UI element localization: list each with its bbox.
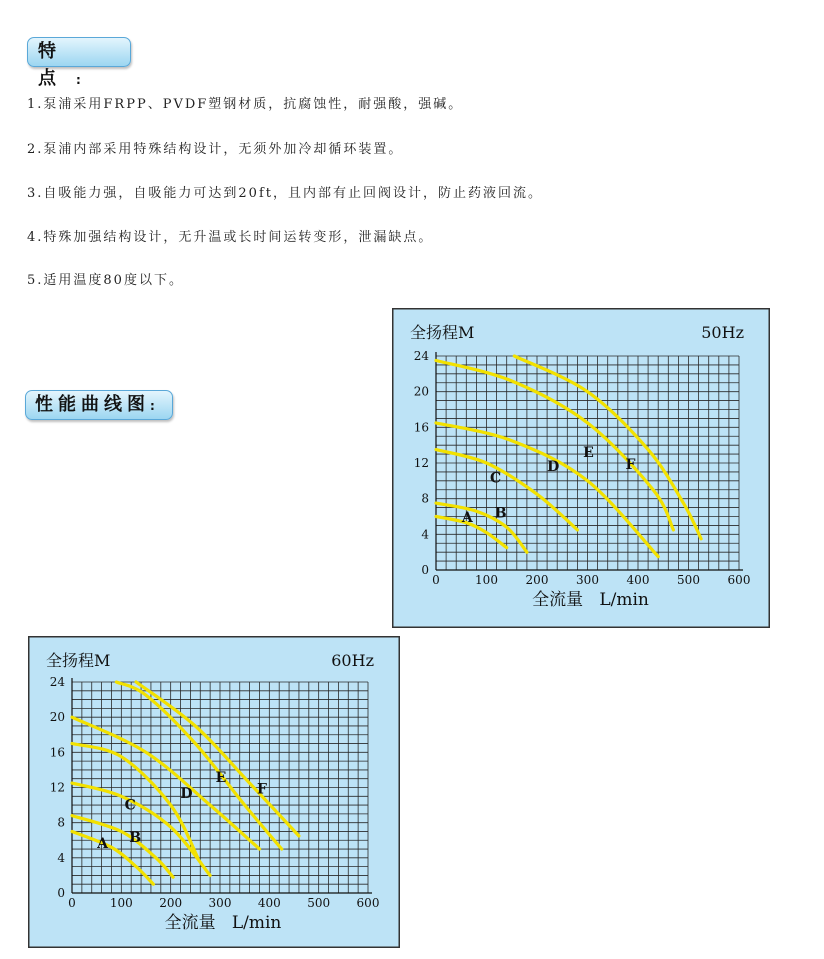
y-tick-label: 16 [49, 745, 65, 760]
x-axis-label: 全流量 L/min [532, 590, 649, 610]
y-axis-label: 全扬程M [46, 651, 111, 670]
x-axis-label: 全流量 L/min [164, 913, 282, 933]
x-tick-label: 200 [525, 573, 549, 587]
curve-label-d: D [547, 459, 560, 476]
x-tick-label: 600 [356, 896, 380, 910]
y-axis-label: 全扬程M [410, 323, 475, 342]
x-tick-label: 500 [677, 573, 700, 587]
feature-item-1: 1.泵浦采用FRPP、PVDF塑钢材质，抗腐蚀性，耐强酸，强碱。 [27, 97, 464, 112]
performance-chart-60hz [28, 636, 400, 948]
x-tick-label: 300 [208, 896, 232, 910]
curves-badge-label: 性能曲线图 [35, 394, 150, 415]
chart-svg [392, 308, 770, 628]
y-tick-label: 12 [413, 456, 429, 470]
x-tick-label: 500 [307, 896, 331, 910]
curves-badge [25, 390, 173, 420]
x-tick-label: 100 [109, 896, 133, 910]
feature-item-5: 5.适用温度80度以下。 [27, 273, 184, 288]
feature-item-3: 3.自吸能力强，自吸能力可达到20ft，且内部有止回阀设计，防止药液回流。 [27, 186, 543, 201]
y-tick-label: 24 [413, 349, 429, 363]
chart-svg [28, 636, 400, 948]
features-badge-label: 特 点 [38, 41, 76, 89]
curve-label-b: B [494, 505, 507, 522]
curve-label-e: E [215, 770, 227, 787]
y-tick-label: 24 [49, 675, 65, 689]
curve-label-f: F [625, 457, 636, 474]
badge-colon: : [150, 399, 155, 413]
curve-label-c: C [490, 470, 502, 487]
frequency-label: 60Hz [331, 651, 374, 670]
curve-label-d: D [180, 786, 193, 803]
x-tick-label: 200 [159, 896, 183, 910]
y-tick-label: 0 [421, 563, 429, 577]
y-tick-label: 8 [57, 815, 65, 830]
curve-label-b: B [129, 830, 142, 847]
feature-item-2: 2.泵浦内部采用特殊结构设计，无须外加冷却循环装置。 [27, 142, 404, 157]
badge-colon: : [76, 73, 81, 87]
y-tick-label: 4 [421, 527, 429, 542]
y-tick-label: 20 [413, 384, 429, 399]
y-tick-label: 20 [49, 710, 65, 725]
features-badge [27, 37, 131, 89]
y-tick-label: 8 [421, 491, 429, 506]
curve-label-f: F [256, 781, 267, 798]
x-tick-label: 600 [727, 573, 751, 587]
feature-item-4: 4.特殊加强结构设计，无升温或长时间运转变形，泄漏缺点。 [27, 230, 434, 245]
y-tick-label: 4 [57, 850, 65, 865]
y-tick-label: 12 [49, 780, 65, 795]
x-tick-label: 400 [626, 573, 650, 587]
y-tick-label: 0 [57, 886, 65, 900]
x-tick-label: 0 [432, 573, 440, 587]
frequency-label: 50Hz [701, 323, 744, 342]
curve-label-c: C [124, 797, 136, 814]
x-tick-label: 400 [257, 896, 281, 910]
curve-label-a: A [97, 836, 109, 853]
curve-label-a: A [461, 509, 473, 526]
x-tick-label: 300 [576, 573, 599, 587]
y-tick-label: 16 [413, 420, 429, 435]
x-tick-label: 100 [475, 573, 498, 587]
performance-chart-50hz [392, 308, 770, 628]
x-tick-label: 0 [68, 896, 76, 910]
curve-label-e: E [583, 444, 594, 461]
